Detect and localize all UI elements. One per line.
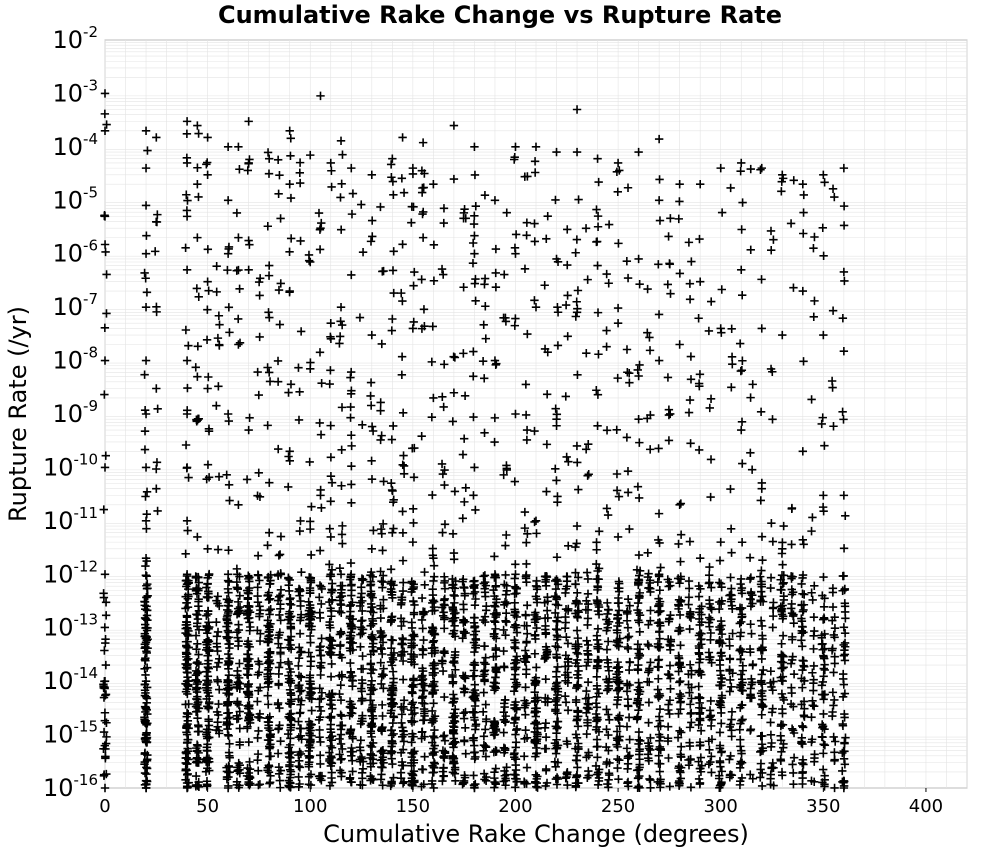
- y-tick-base: 10: [42, 560, 74, 589]
- y-tick-label: [52, 183, 98, 214]
- y-tick-exponent: -13: [73, 610, 98, 629]
- y-axis-label: Rupture Rate (/yr): [4, 306, 32, 522]
- y-tick-label: [43, 664, 98, 695]
- y-tick-exponent: -11: [73, 503, 98, 522]
- x-tick-label: 350: [806, 796, 841, 817]
- y-tick-label: [43, 557, 98, 588]
- x-tick-label: 150: [395, 796, 431, 817]
- y-tick-exponent: -3: [83, 76, 98, 95]
- y-tick-base: 10: [42, 720, 74, 749]
- x-axis-ticks: [99, 788, 943, 817]
- y-tick-exponent: -2: [83, 23, 98, 41]
- y-tick-base: 10: [42, 667, 74, 696]
- y-tick-base: 10: [42, 613, 74, 642]
- y-tick-base: 10: [52, 79, 84, 108]
- y-tick-base: 10: [52, 400, 84, 428]
- y-tick-label: [52, 397, 98, 428]
- y-tick-base: 10: [42, 774, 74, 802]
- y-tick-label: [43, 771, 98, 802]
- x-tick-label: 300: [703, 796, 738, 817]
- y-tick-label: [43, 504, 98, 535]
- x-tick-label: 400: [908, 796, 944, 817]
- y-tick-exponent: -7: [83, 290, 98, 309]
- x-tick-label: 100: [293, 796, 328, 817]
- y-tick-exponent: -6: [83, 236, 98, 255]
- y-tick-label: [43, 450, 98, 481]
- y-tick-base: 10: [52, 26, 84, 54]
- y-axis-ticks: [43, 23, 98, 802]
- y-tick-exponent: -10: [73, 450, 98, 469]
- y-tick-label: [52, 344, 98, 375]
- y-tick-label: [52, 290, 98, 321]
- y-tick-exponent: -5: [83, 183, 98, 202]
- x-axis-label: Cumulative Rake Change (degrees): [323, 820, 749, 848]
- x-tick-label: 50: [196, 796, 220, 817]
- y-tick-label: [43, 718, 98, 749]
- y-tick-base: 10: [52, 293, 84, 322]
- x-tick-label: 0: [99, 796, 111, 817]
- y-tick-label: [52, 23, 98, 54]
- y-tick-base: 10: [52, 346, 84, 375]
- y-tick-label: [43, 611, 98, 642]
- y-tick-base: 10: [42, 453, 74, 482]
- y-tick-exponent: -8: [83, 343, 98, 362]
- y-tick-base: 10: [42, 506, 74, 535]
- x-tick-label: 250: [600, 796, 636, 817]
- y-tick-exponent: -12: [73, 557, 98, 576]
- y-tick-exponent: -15: [73, 717, 98, 736]
- y-tick-exponent: -14: [73, 664, 98, 683]
- chart-title: Cumulative Rake Change vs Rupture Rate: [217, 1, 783, 29]
- x-tick-label: 200: [498, 796, 533, 817]
- y-tick-exponent: -9: [83, 397, 98, 415]
- y-tick-exponent: -4: [83, 129, 98, 148]
- y-tick-label: [52, 130, 98, 161]
- y-tick-exponent: -16: [73, 771, 98, 789]
- y-tick-base: 10: [52, 186, 84, 215]
- y-tick-base: 10: [52, 132, 84, 161]
- y-tick-label: [52, 237, 98, 268]
- y-tick-label: [52, 76, 98, 107]
- y-tick-base: 10: [52, 239, 84, 268]
